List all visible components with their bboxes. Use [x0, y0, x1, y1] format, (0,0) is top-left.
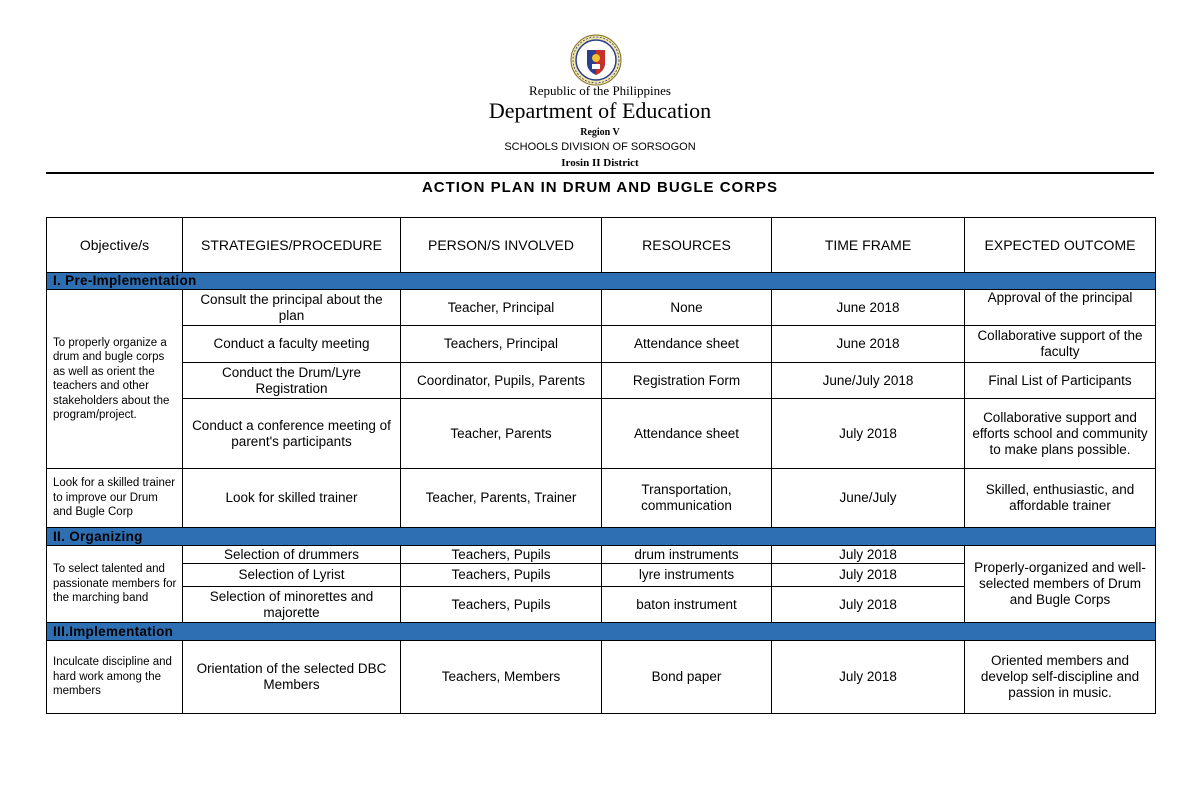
section-label: III.Implementation	[47, 623, 1156, 641]
column-header: STRATEGIES/PROCEDURE	[183, 218, 401, 273]
district-line: Irosin II District	[561, 157, 639, 169]
section-row	[47, 528, 1156, 546]
column-header: TIME FRAME	[772, 218, 965, 273]
time-cell: June 2018	[772, 326, 965, 363]
table-row	[47, 546, 1156, 564]
time-cell: June/July	[772, 469, 965, 528]
persons-cell: Teacher, Principal	[401, 290, 602, 326]
section-row	[47, 273, 1156, 290]
persons-cell: Teachers, Members	[401, 641, 602, 714]
time-cell: July 2018	[772, 546, 965, 564]
resources-cell: None	[602, 290, 772, 326]
strategy-cell: Selection of drummers	[183, 546, 401, 564]
column-header: Objective/s	[47, 218, 183, 273]
outcome-cell: Approval of the principal	[965, 290, 1156, 326]
resources-cell: Bond paper	[602, 641, 772, 714]
page-title: ACTION PLAN IN DRUM AND BUGLE CORPS	[421, 179, 779, 196]
time-cell: July 2018	[772, 564, 965, 587]
section-label: II. Organizing	[47, 528, 1156, 546]
strategy-cell: Look for skilled trainer	[183, 469, 401, 528]
outcome-cell: Collaborative support of the faculty	[965, 326, 1156, 363]
time-cell: July 2018	[772, 399, 965, 469]
time-cell: July 2018	[772, 641, 965, 714]
strategy-cell: Conduct a conference meeting of parent's participants	[183, 399, 401, 469]
strategy-cell: Selection of minorettes and majorette	[183, 587, 401, 623]
deped-seal-icon	[570, 34, 622, 86]
strategy-cell: Conduct a faculty meeting	[183, 326, 401, 363]
persons-cell: Teachers, Pupils	[401, 564, 602, 587]
time-cell: July 2018	[772, 587, 965, 623]
objective-cell: To properly organize a drum and bugle corps as well as orient the teachers and other stakeholders about the program/project.	[47, 290, 183, 469]
resources-cell: Registration Form	[602, 363, 772, 399]
table-row	[47, 641, 1156, 714]
persons-cell: Teacher, Parents	[401, 399, 602, 469]
time-cell: June/July 2018	[772, 363, 965, 399]
header-divider	[46, 172, 1154, 174]
persons-cell: Teachers, Pupils	[401, 587, 602, 623]
column-header: PERSON/S INVOLVED	[401, 218, 602, 273]
outcome-cell: Skilled, enthusiastic, and affordable trainer	[965, 469, 1156, 528]
resources-cell: Attendance sheet	[602, 326, 772, 363]
persons-cell: Teachers, Principal	[401, 326, 602, 363]
strategy-cell: Conduct the Drum/Lyre Registration	[183, 363, 401, 399]
column-header: EXPECTED OUTCOME	[965, 218, 1156, 273]
region-line: Region V	[580, 127, 620, 138]
resources-cell: drum instruments	[602, 546, 772, 564]
table-row	[47, 290, 1156, 326]
department-title: Department of Education	[488, 98, 712, 123]
table-row	[47, 399, 1156, 469]
section-label: I. Pre-Implementation	[47, 273, 1156, 290]
objective-cell: Look for a skilled trainer to improve our Drum and Bugle Corp	[47, 469, 183, 528]
action-plan-table	[46, 217, 1156, 714]
outcome-cell: Properly-organized and well-selected members of Drum and Bugle Corps	[965, 546, 1156, 623]
resources-cell: Attendance sheet	[602, 399, 772, 469]
resources-cell: Transportation, communication	[602, 469, 772, 528]
objective-cell: To select talented and passionate members for the marching band	[47, 546, 183, 623]
persons-cell: Teachers, Pupils	[401, 546, 602, 564]
table-header-row	[47, 218, 1156, 273]
division-line: SCHOOLS DIVISION OF SORSOGON	[504, 141, 696, 153]
table-row	[47, 469, 1156, 528]
table-row	[47, 326, 1156, 363]
outcome-cell: Collaborative support and efforts school and community to make plans possible.	[965, 399, 1156, 469]
outcome-cell: Final List of Participants	[965, 363, 1156, 399]
outcome-cell: Oriented members and develop self-discipline and passion in music.	[965, 641, 1156, 714]
persons-cell: Coordinator, Pupils, Parents	[401, 363, 602, 399]
strategy-cell: Consult the principal about the plan	[183, 290, 401, 326]
time-cell: June 2018	[772, 290, 965, 326]
column-header: RESOURCES	[602, 218, 772, 273]
strategy-cell: Selection of Lyrist	[183, 564, 401, 587]
resources-cell: lyre instruments	[602, 564, 772, 587]
objective-cell: Inculcate discipline and hard work among the members	[47, 641, 183, 714]
table-row	[47, 363, 1156, 399]
strategy-cell: Orientation of the selected DBC Members	[183, 641, 401, 714]
republic-line: Republic of the Philippines	[529, 83, 671, 98]
section-row	[47, 623, 1156, 641]
persons-cell: Teacher, Parents, Trainer	[401, 469, 602, 528]
resources-cell: baton instrument	[602, 587, 772, 623]
